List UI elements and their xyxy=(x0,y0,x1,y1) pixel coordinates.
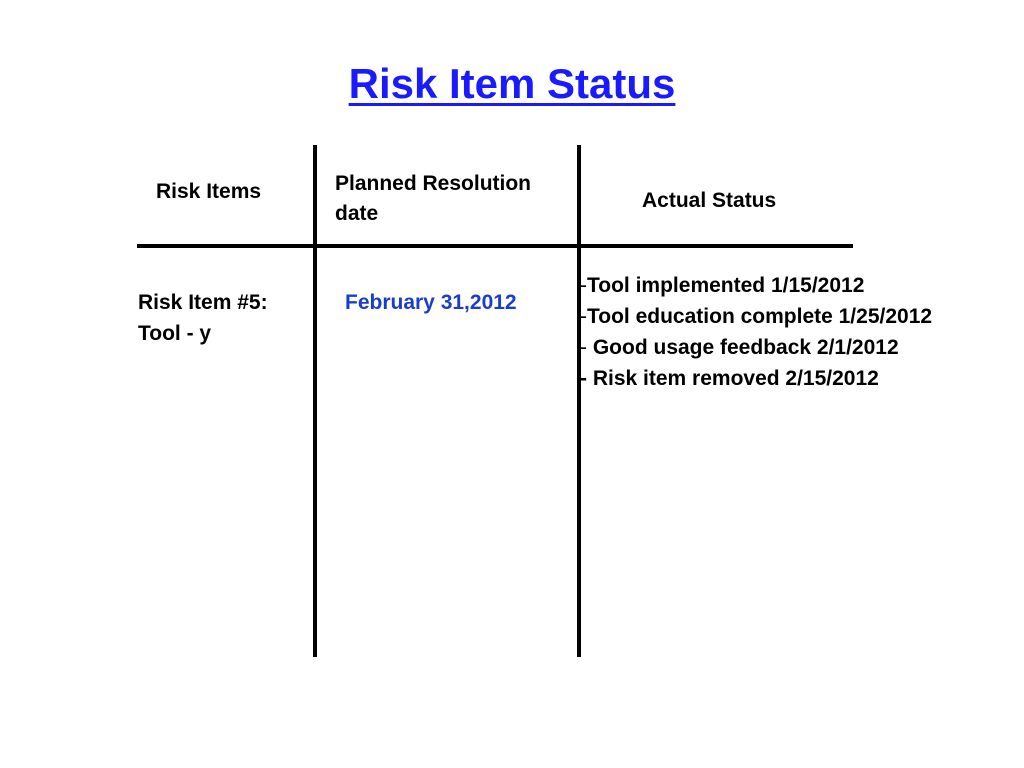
actual-status-list xyxy=(580,270,932,394)
column-header-planned-line1: Planned Resolution xyxy=(335,172,532,195)
risk-item-name: Risk Item #5: xyxy=(138,291,268,314)
status-text: Good usage feedback 2/1/2012 xyxy=(587,336,899,359)
header-divider-horizontal xyxy=(137,244,853,248)
status-item xyxy=(580,332,932,363)
status-text: Tool implemented 1/15/2012 xyxy=(587,274,865,297)
column-header-risk-items: Risk Items xyxy=(156,180,262,203)
status-dash: - xyxy=(580,367,587,390)
column-header-planned-resolution xyxy=(335,169,585,229)
risk-item-cell xyxy=(138,287,308,349)
status-dash: - xyxy=(580,336,587,359)
status-text: Tool education complete 1/25/2012 xyxy=(587,305,933,328)
status-item xyxy=(580,363,932,394)
column-header-planned-line2: date xyxy=(335,202,379,225)
column-header-actual-status: Actual Status xyxy=(642,189,777,212)
column-divider-1 xyxy=(313,145,317,657)
risk-item-tool: Tool - y xyxy=(138,322,212,345)
planned-date-cell: February 31,2012 xyxy=(345,291,517,314)
slide-title: Risk Item Status xyxy=(348,60,676,107)
status-text: Risk item removed 2/15/2012 xyxy=(587,367,879,390)
status-item xyxy=(580,270,932,301)
status-dash: - xyxy=(580,274,587,297)
status-dash: - xyxy=(580,305,587,328)
status-item xyxy=(580,301,932,332)
